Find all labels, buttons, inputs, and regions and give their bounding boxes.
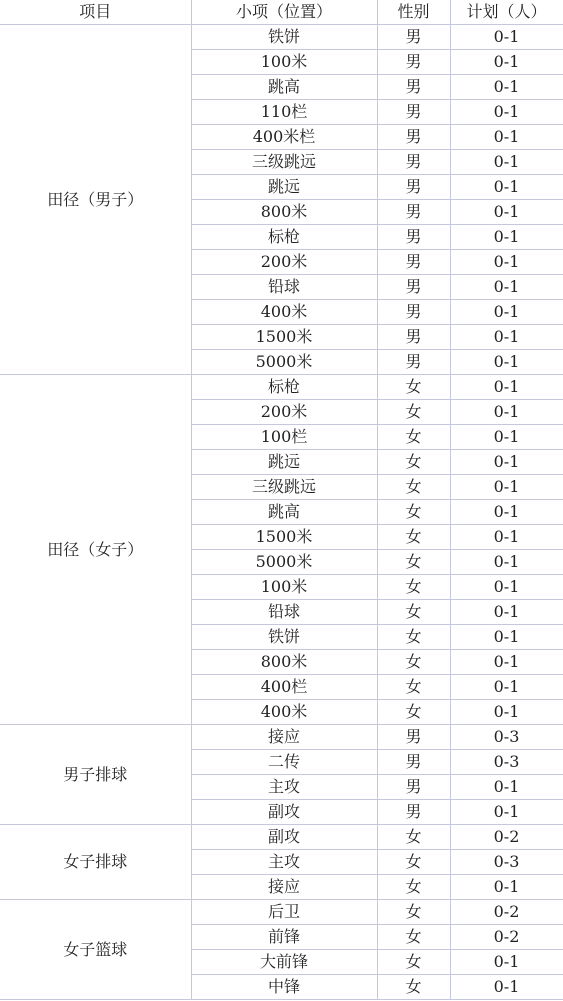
gender-cell: 男 xyxy=(377,200,450,225)
quota-cell: 0-1 xyxy=(450,50,563,75)
gender-cell: 女 xyxy=(377,400,450,425)
quota-cell: 0-1 xyxy=(450,575,563,600)
gender-cell: 女 xyxy=(377,450,450,475)
quota-cell: 0-1 xyxy=(450,250,563,275)
quota-cell: 0-1 xyxy=(450,125,563,150)
gender-cell: 男 xyxy=(377,225,450,250)
quota-cell: 0-1 xyxy=(450,550,563,575)
quota-cell: 0-1 xyxy=(450,350,563,375)
gender-cell: 男 xyxy=(377,725,450,750)
sub-event-cell: 100米 xyxy=(191,50,377,75)
gender-cell: 女 xyxy=(377,575,450,600)
table-row xyxy=(0,25,563,50)
quota-cell: 0-1 xyxy=(450,425,563,450)
quota-cell: 0-3 xyxy=(450,725,563,750)
sub-event-cell: 接应 xyxy=(191,725,377,750)
gender-cell: 女 xyxy=(377,975,450,1000)
sub-event-cell: 二传 xyxy=(191,750,377,775)
gender-cell: 男 xyxy=(377,300,450,325)
header-gender: 性别 xyxy=(377,0,450,25)
table-row xyxy=(0,900,563,925)
quota-cell: 0-1 xyxy=(450,200,563,225)
event-group-name: 男子排球 xyxy=(0,725,191,825)
gender-cell: 女 xyxy=(377,825,450,850)
sub-event-cell: 110栏 xyxy=(191,100,377,125)
quota-cell: 0-1 xyxy=(450,375,563,400)
sub-event-cell: 400栏 xyxy=(191,675,377,700)
quota-cell: 0-1 xyxy=(450,800,563,825)
gender-cell: 男 xyxy=(377,800,450,825)
quota-cell: 0-1 xyxy=(450,325,563,350)
gender-cell: 女 xyxy=(377,625,450,650)
quota-cell: 0-1 xyxy=(450,675,563,700)
gender-cell: 男 xyxy=(377,250,450,275)
quota-cell: 0-2 xyxy=(450,825,563,850)
gender-cell: 男 xyxy=(377,775,450,800)
gender-cell: 女 xyxy=(377,600,450,625)
quota-cell: 0-1 xyxy=(450,600,563,625)
gender-cell: 男 xyxy=(377,275,450,300)
quota-cell: 0-1 xyxy=(450,275,563,300)
sub-event-cell: 中锋 xyxy=(191,975,377,1000)
gender-cell: 女 xyxy=(377,925,450,950)
table-row xyxy=(0,725,563,750)
gender-cell: 女 xyxy=(377,950,450,975)
sub-event-cell: 800米 xyxy=(191,200,377,225)
quota-cell: 0-3 xyxy=(450,750,563,775)
sub-event-cell: 主攻 xyxy=(191,850,377,875)
gender-cell: 男 xyxy=(377,150,450,175)
gender-cell: 男 xyxy=(377,100,450,125)
table-header xyxy=(0,0,563,25)
gender-cell: 女 xyxy=(377,375,450,400)
quota-cell: 0-1 xyxy=(450,400,563,425)
sub-event-cell: 1500米 xyxy=(191,525,377,550)
quota-cell: 0-1 xyxy=(450,75,563,100)
quota-cell: 0-1 xyxy=(450,650,563,675)
gender-cell: 男 xyxy=(377,325,450,350)
sub-event-cell: 铁饼 xyxy=(191,625,377,650)
gender-cell: 女 xyxy=(377,650,450,675)
header-event: 项目 xyxy=(0,0,191,25)
quota-cell: 0-1 xyxy=(450,700,563,725)
quota-cell: 0-1 xyxy=(450,450,563,475)
gender-cell: 女 xyxy=(377,550,450,575)
sub-event-cell: 标枪 xyxy=(191,225,377,250)
quota-cell: 0-1 xyxy=(450,525,563,550)
sub-event-cell: 100米 xyxy=(191,575,377,600)
quota-cell: 0-1 xyxy=(450,150,563,175)
quota-cell: 0-1 xyxy=(450,25,563,50)
quota-cell: 0-1 xyxy=(450,175,563,200)
event-group-name: 女子排球 xyxy=(0,825,191,900)
gender-cell: 女 xyxy=(377,525,450,550)
gender-cell: 男 xyxy=(377,25,450,50)
sub-event-cell: 400米栏 xyxy=(191,125,377,150)
table-body xyxy=(0,25,563,1000)
sub-event-cell: 跳高 xyxy=(191,75,377,100)
sub-event-cell: 接应 xyxy=(191,875,377,900)
sub-event-cell: 5000米 xyxy=(191,550,377,575)
sub-event-cell: 跳远 xyxy=(191,175,377,200)
sub-event-cell: 400米 xyxy=(191,700,377,725)
quota-cell: 0-1 xyxy=(450,475,563,500)
gender-cell: 男 xyxy=(377,75,450,100)
gender-cell: 女 xyxy=(377,700,450,725)
sub-event-cell: 三级跳远 xyxy=(191,475,377,500)
sub-event-cell: 100栏 xyxy=(191,425,377,450)
table-row xyxy=(0,375,563,400)
gender-cell: 女 xyxy=(377,900,450,925)
sub-event-cell: 1500米 xyxy=(191,325,377,350)
sub-event-cell: 前锋 xyxy=(191,925,377,950)
sub-event-cell: 大前锋 xyxy=(191,950,377,975)
sub-event-cell: 主攻 xyxy=(191,775,377,800)
gender-cell: 女 xyxy=(377,675,450,700)
sub-event-cell: 标枪 xyxy=(191,375,377,400)
sub-event-cell: 400米 xyxy=(191,300,377,325)
sub-event-cell: 跳远 xyxy=(191,450,377,475)
gender-cell: 男 xyxy=(377,50,450,75)
gender-cell: 男 xyxy=(377,350,450,375)
gender-cell: 女 xyxy=(377,425,450,450)
gender-cell: 女 xyxy=(377,500,450,525)
event-group-name: 女子篮球 xyxy=(0,900,191,1000)
sub-event-cell: 副攻 xyxy=(191,800,377,825)
sub-event-cell: 200米 xyxy=(191,250,377,275)
header-sub-event: 小项（位置） xyxy=(191,0,377,25)
quota-cell: 0-1 xyxy=(450,950,563,975)
header-quota: 计划（人） xyxy=(450,0,563,25)
gender-cell: 男 xyxy=(377,125,450,150)
sub-event-cell: 铅球 xyxy=(191,275,377,300)
quota-cell: 0-3 xyxy=(450,850,563,875)
sub-event-cell: 副攻 xyxy=(191,825,377,850)
gender-cell: 男 xyxy=(377,750,450,775)
header-row xyxy=(0,0,563,25)
gender-cell: 女 xyxy=(377,475,450,500)
quota-cell: 0-1 xyxy=(450,225,563,250)
table-row xyxy=(0,825,563,850)
quota-cell: 0-1 xyxy=(450,625,563,650)
quota-cell: 0-2 xyxy=(450,925,563,950)
gender-cell: 男 xyxy=(377,175,450,200)
gender-cell: 女 xyxy=(377,850,450,875)
quota-cell: 0-2 xyxy=(450,900,563,925)
quota-cell: 0-1 xyxy=(450,300,563,325)
quota-cell: 0-1 xyxy=(450,100,563,125)
sub-event-cell: 铅球 xyxy=(191,600,377,625)
quota-cell: 0-1 xyxy=(450,975,563,1000)
quota-cell: 0-1 xyxy=(450,775,563,800)
sub-event-cell: 三级跳远 xyxy=(191,150,377,175)
sub-event-cell: 后卫 xyxy=(191,900,377,925)
event-group-name: 田径（男子） xyxy=(0,25,191,375)
sub-event-cell: 跳高 xyxy=(191,500,377,525)
sub-event-cell: 5000米 xyxy=(191,350,377,375)
gender-cell: 女 xyxy=(377,875,450,900)
sub-event-cell: 铁饼 xyxy=(191,25,377,50)
sub-event-cell: 800米 xyxy=(191,650,377,675)
event-group-name: 田径（女子） xyxy=(0,375,191,725)
sub-event-cell: 200米 xyxy=(191,400,377,425)
quota-cell: 0-1 xyxy=(450,875,563,900)
quota-cell: 0-1 xyxy=(450,500,563,525)
